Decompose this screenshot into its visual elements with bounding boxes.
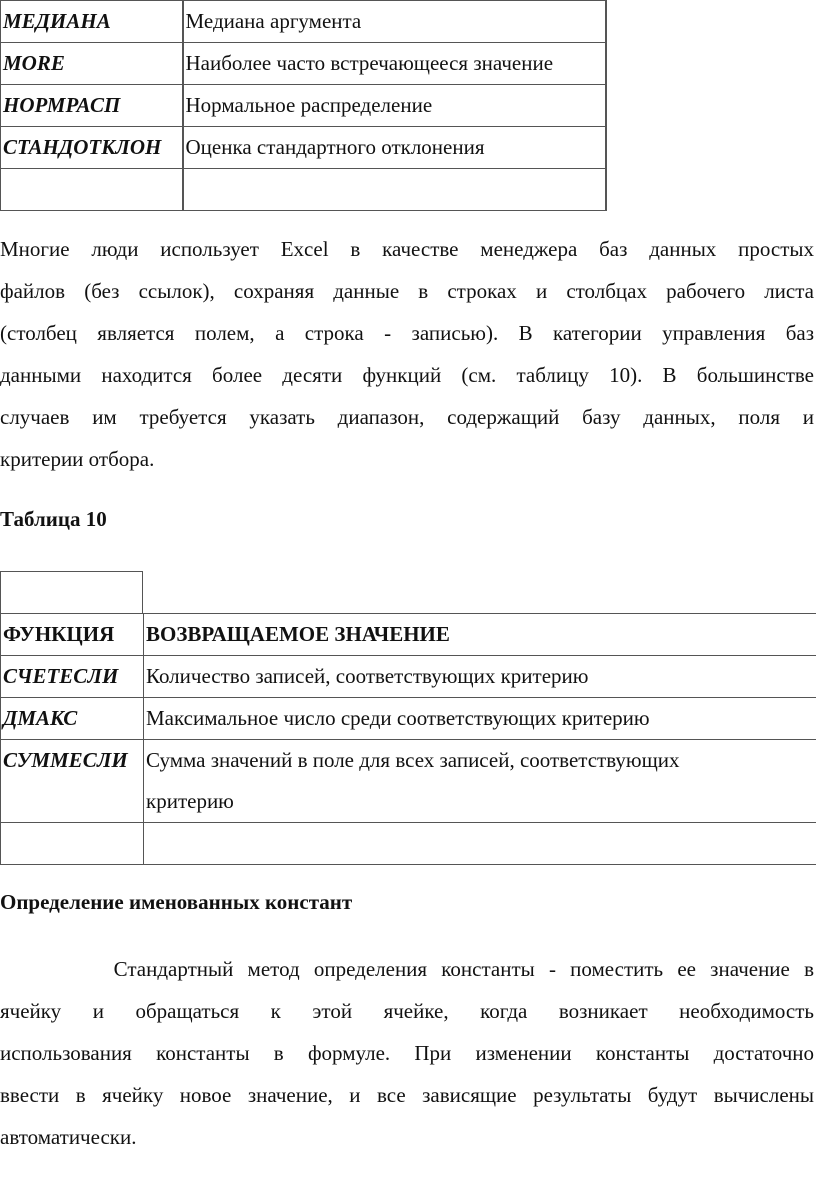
database-functions-table (0, 613, 816, 865)
function-desc-cell: Количество записей, соответствующих критерию (144, 656, 816, 698)
function-name-cell: СУММЕСЛИ (1, 740, 144, 823)
paragraph-line: Многие люди использует Excel в качестве менеджера баз данных простых (0, 237, 814, 261)
paragraph-line: ячейку и обращаться к этой ячейке, когда возникает необходимость (0, 999, 814, 1023)
function-name-cell: MORE (1, 43, 183, 85)
function-desc-cell: Медиана аргумента (183, 1, 606, 43)
paragraph-line: критерии отбора. (0, 447, 155, 471)
section-heading: Определение именованных констант (0, 890, 353, 914)
function-name-cell: СЧЕТЕСЛИ (1, 656, 144, 698)
function-name-cell: МЕДИАНА (1, 1, 183, 43)
function-desc-cell (144, 823, 816, 865)
table-row (1, 698, 816, 740)
paragraph-line: данными находится более десяти функций (см. таблицу 10). В большинстве (0, 363, 814, 387)
table-row-empty (1, 169, 606, 211)
constants-paragraph (0, 948, 814, 1158)
table-row (1, 43, 606, 85)
function-name-cell (1, 823, 144, 865)
function-desc-cell: Нормальное распределение (183, 85, 606, 127)
function-name-cell (1, 169, 183, 211)
function-desc-cell: Оценка стандартного отклонения (183, 127, 606, 169)
function-desc-cell: Наиболее часто встречающееся значение (183, 43, 606, 85)
paragraph-line: Стандартный метод определения константы - поместить ее значение в (0, 957, 814, 981)
function-name-cell: ДМАКС (1, 698, 144, 740)
paragraph-line: автоматически. (0, 1125, 137, 1149)
paragraph-line: (столбец является полем, а строка - записью). В категории управления баз (0, 321, 814, 345)
paragraph-line: ввести в ячейку новое значение, и все зависящие результаты будут вычислены (0, 1083, 814, 1107)
table-row (1, 1, 606, 43)
intro-paragraph (0, 228, 814, 480)
function-name-cell: НОРМРАСП (1, 85, 183, 127)
table-row (1, 656, 816, 698)
table-row-empty (1, 823, 816, 865)
functions-table-top (0, 0, 607, 211)
table-caption: Таблица 10 (0, 507, 107, 531)
table-row (1, 740, 816, 823)
table-top-stub (0, 571, 143, 613)
table-row (1, 127, 606, 169)
function-name-cell: СТАНДОТКЛОН (1, 127, 183, 169)
paragraph-line: использования константы в формуле. При изменении константы достаточно (0, 1041, 814, 1065)
column-header-function: ФУНКЦИЯ (1, 614, 144, 656)
table-row (1, 85, 606, 127)
column-header-value: ВОЗВРАЩАЕМОЕ ЗНАЧЕНИЕ (144, 614, 816, 656)
paragraph-line: случаев им требуется указать диапазон, содержащий базу данных, поля и (0, 405, 814, 429)
function-desc-cell: Максимальное число среди соответствующих критерию (144, 698, 816, 740)
function-desc-cell (183, 169, 606, 211)
table-header-row (1, 614, 816, 656)
function-desc-cell: Сумма значений в поле для всех записей, соответствующих критерию (144, 740, 816, 823)
paragraph-line: файлов (без ссылок), сохраняя данные в строках и столбцах рабочего листа (0, 279, 814, 303)
